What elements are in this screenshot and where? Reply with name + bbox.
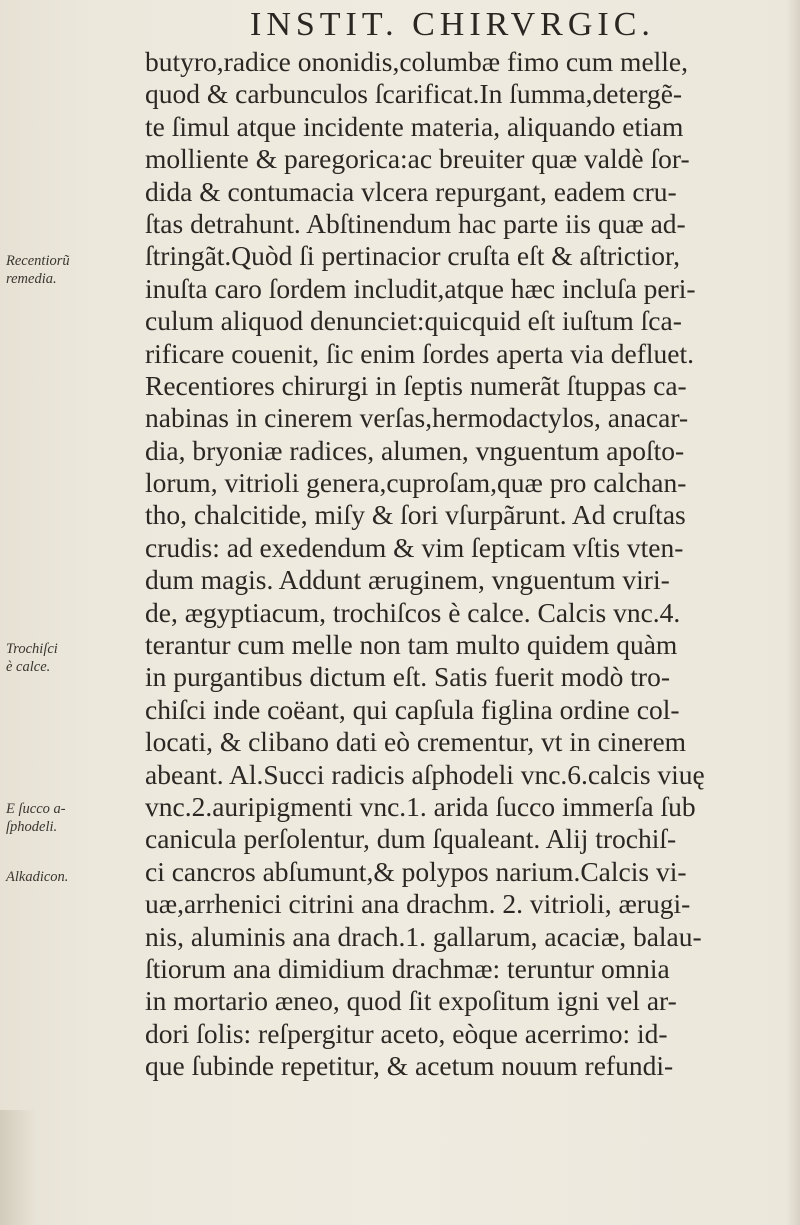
text-line: in mortario æneo, quod ſit expoſitum igni vel ar- [145, 985, 677, 1017]
text-line: dia, bryoniæ radices, alumen, vnguentum apoſto- [145, 434, 685, 466]
margin-note-line: Recentiorũ [6, 253, 70, 269]
text-line: locati, & clibano dati eò crementur, vt in cinerem [145, 726, 687, 758]
text-line: uæ,arrhenici citrini ana drachm. 2. vitrioli, ærugi- [145, 888, 691, 920]
page-edge-shadow [786, 0, 800, 1225]
margin-note-line: ſphodeli. [6, 819, 58, 835]
text-line: tho, chalcitide, miſy & ſori vſurpãrunt. Ad cruſtas [145, 499, 686, 531]
margin-note-line: Alkadicon. [6, 869, 69, 885]
text-line: ſtringãt.Quòd ſi pertinacior cruſta eſt & aſtrictior, [145, 240, 680, 272]
text-line: terantur cum melle non tam multo quidem quàm [145, 629, 678, 661]
text-line: inuſta caro ſordem includit,atque hæc incluſa peri- [145, 272, 696, 304]
text-line: culum aliquod denunciet:quicquid eſt iuſtum ſca- [145, 305, 682, 337]
margin-note-line: Trochiſci [6, 641, 58, 657]
text-line: te ſimul atque incidente materia, aliquando etiam [145, 110, 684, 142]
main-text-block [145, 46, 795, 1083]
text-line: crudis: ad exedendum & vim ſepticam vſtis vten- [145, 531, 684, 563]
margin-note-recentiorum [6, 252, 70, 288]
text-line: vnc.2.auripigmenti vnc.1. arida ſucco immerſa ſub [145, 790, 696, 822]
text-line: que ſubinde repetitur, & acetum nouum refundi- [145, 1050, 674, 1082]
margin-note-succo [6, 800, 66, 836]
page-smudge [0, 1110, 36, 1225]
text-line: chiſci inde coëant, qui capſula figlina ordine col- [145, 693, 680, 725]
text-line: Recentiores chirurgi in ſeptis numerãt ſtuppas ca- [145, 369, 687, 401]
text-line: nis, aluminis ana drach.1. gallarum, acaciæ, balau- [145, 920, 702, 952]
text-line: ci cancros abſumunt,& polypos narium.Calcis vi- [145, 855, 687, 887]
text-line: dum magis. Addunt æruginem, vnguentum viri- [145, 564, 670, 596]
margin-note-trochisci [6, 640, 58, 676]
text-line: in purgantibus dictum eſt. Satis fuerit modò tro- [145, 661, 670, 693]
text-line: de, ægyptiacum, trochiſcos è calce. Calcis vnc.4. [145, 596, 681, 628]
margin-note-line: E ſucco a- [6, 801, 66, 817]
text-line: canicula perſolentur, dum ſqualeant. Alij trochiſ- [145, 823, 677, 855]
text-line: ſtas detrahunt. Abſtinendum hac parte iis quæ ad- [145, 207, 686, 239]
text-line: rificare couenit, ſic enim ſordes aperta via defluet. [145, 337, 694, 369]
text-line: lorum, vitrioli genera,cuproſam,quæ pro calchan- [145, 467, 687, 499]
text-line: dori ſolis: reſpergitur aceto, eòque acerrimo: id- [145, 1017, 668, 1049]
text-line: molliente & paregorica:ac breuiter quæ valdè ſor- [145, 143, 690, 175]
text-line: quod & carbunculos ſcarificat.In ſumma,detergẽ- [145, 78, 683, 110]
text-line: butyro,radice ononidis,columbæ fimo cum melle, [145, 46, 689, 77]
margin-note-line: è calce. [6, 659, 51, 675]
margin-note-line: remedia. [6, 271, 57, 287]
running-header: INSTIT. CHIRVRGIC. [250, 6, 655, 43]
text-line: abeant. Al.Succi radicis aſphodeli vnc.6.calcis viuę [145, 758, 705, 790]
margin-note-alkadicon [6, 868, 68, 886]
text-line: dida & contumacia vlcera repurgant, eadem cru- [145, 175, 677, 207]
text-line: nabinas in cinerem verſas,hermodactylos, anacar- [145, 402, 689, 434]
text-line: ſtiorum ana dimidium drachmæ: teruntur omnia [145, 952, 670, 984]
